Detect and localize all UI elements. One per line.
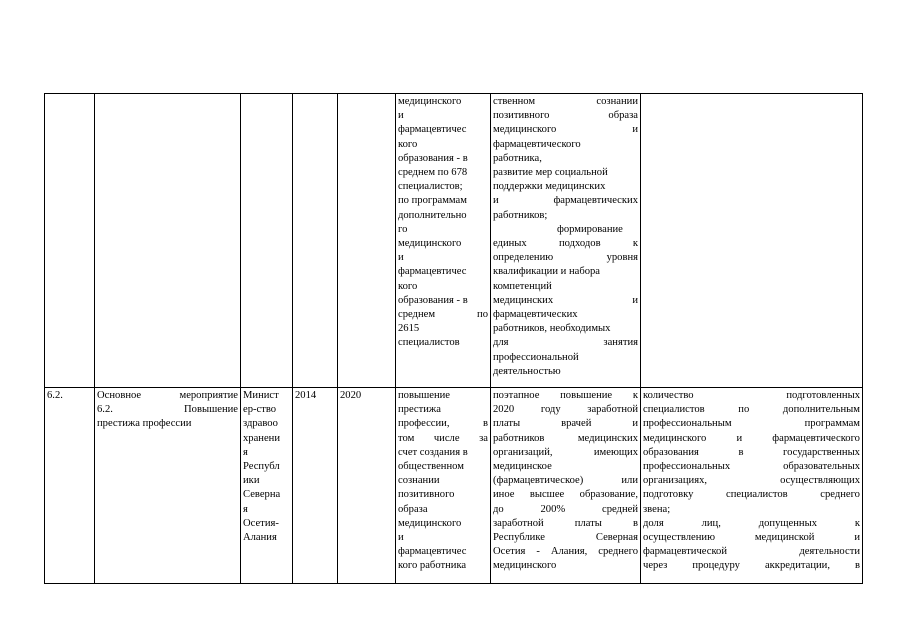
text-line: кого работника xyxy=(398,560,467,572)
cell-start-year: 2014 xyxy=(293,388,338,584)
text-line: профессии, в xyxy=(398,418,488,430)
text-line: хранени xyxy=(243,432,281,444)
text-line: медицинского xyxy=(398,517,462,529)
text-line: специалистов; xyxy=(398,181,463,193)
text-line: единых подходов к xyxy=(493,238,638,250)
text-line: профессиональных образовательных xyxy=(643,461,860,473)
text-line: звена; xyxy=(643,503,671,515)
text-line: Минист xyxy=(243,390,279,401)
cell-start-year xyxy=(293,94,338,388)
text-line: через процедуру аккредитации, в xyxy=(643,560,860,572)
text-line: (фармацевтическое) или xyxy=(493,475,638,487)
text-line: престижа профессии xyxy=(97,418,192,430)
text-line: кого xyxy=(398,280,418,292)
text-line: по программам xyxy=(398,195,467,207)
text-line: ер-ство xyxy=(243,404,277,416)
text-line: Осетия - Алания, среднего xyxy=(493,546,638,558)
text-line: осуществлению медицинской и xyxy=(643,532,860,544)
text-line: медицинское xyxy=(493,461,552,473)
text-line: медицинского xyxy=(398,96,462,107)
text-line: формирование xyxy=(557,223,623,235)
text-line: позитивного образа xyxy=(493,110,638,122)
text-line: работников медицинских xyxy=(493,432,638,444)
text-line: престижа xyxy=(398,404,441,416)
text-line: 2020 году заработной xyxy=(493,404,638,416)
text-line: фармацевтичес xyxy=(398,546,467,558)
text-line: я xyxy=(243,503,248,515)
text-line: среднем по 678 xyxy=(398,167,468,179)
text-line: профессиональным программам xyxy=(643,418,860,430)
text-line: дополнительно xyxy=(398,209,467,221)
text-line: специалистов по дополнительным xyxy=(643,404,860,416)
text-line: количество подготовленных xyxy=(643,390,860,401)
text-line: для занятия xyxy=(493,337,638,349)
cell-executor xyxy=(241,388,293,584)
text-line: среднем по xyxy=(398,309,488,321)
text-line: развитие мер социальной xyxy=(493,167,608,179)
text-line: го xyxy=(398,223,408,235)
text-line: подготовку специалистов среднего xyxy=(643,489,860,501)
cell-executor xyxy=(241,94,293,388)
cell-name xyxy=(95,388,241,584)
text-line: поддержки медицинских xyxy=(493,181,606,193)
text-line: 2615 xyxy=(398,323,420,335)
text-line: повышение xyxy=(398,390,450,401)
text-line: счет создания в xyxy=(398,446,468,458)
text-line: образования - в xyxy=(398,152,468,164)
text-line: кого xyxy=(398,138,418,150)
cell-result xyxy=(396,94,491,388)
text-line: медицинского xyxy=(398,238,462,250)
text-line: и xyxy=(398,110,404,122)
cell-number xyxy=(45,94,95,388)
text-line: том числе за xyxy=(398,432,488,444)
cell-name xyxy=(95,94,241,388)
text-line: до 200% средней xyxy=(493,503,638,515)
text-line: и xyxy=(398,532,404,544)
text-line: организаций, имеющих xyxy=(493,446,638,458)
text-line: специалистов xyxy=(398,337,460,349)
text-line: образа xyxy=(398,503,428,515)
program-table xyxy=(44,93,863,584)
text-line: определению уровня xyxy=(493,252,638,264)
text-line: Осетия- xyxy=(243,517,279,529)
text-line: Северна xyxy=(243,489,281,501)
table-row xyxy=(45,388,863,584)
text-line: профессиональной xyxy=(493,351,579,363)
text-line: образования - в xyxy=(398,294,468,306)
text-line: квалификации и набора xyxy=(493,266,601,278)
text-line: доля лиц, допущенных к xyxy=(643,517,860,529)
text-line: заработной платы в xyxy=(493,517,638,529)
text-line: медицинского и фармацевтического xyxy=(643,432,860,444)
cell-consequence xyxy=(491,388,641,584)
cell-result xyxy=(396,388,491,584)
cell-end-year xyxy=(338,94,396,388)
table-row xyxy=(45,94,863,388)
text-line: медицинских и xyxy=(493,294,638,306)
text-line: организациях, осуществляющих xyxy=(643,475,860,487)
text-line: позитивного xyxy=(398,489,455,501)
text-line: иное высшее образование, xyxy=(493,489,638,501)
text-line: сознании xyxy=(398,475,440,487)
cell-indicator xyxy=(641,388,863,584)
cell-indicator xyxy=(641,94,863,388)
text-line: ики xyxy=(243,475,260,487)
text-line: и фармацевтических xyxy=(493,195,638,207)
text-line: поэтапное повышение к xyxy=(493,390,638,401)
text-line: Республ xyxy=(243,461,280,473)
text-line: медицинского и xyxy=(493,124,638,136)
text-line: платы врачей и xyxy=(493,418,638,430)
text-line: работников; xyxy=(493,209,548,221)
text-line: фармацевтических xyxy=(493,309,578,321)
text-line: медицинского xyxy=(493,560,557,572)
text-line: образования в государственных xyxy=(643,446,860,458)
text-line: Алания xyxy=(243,532,277,544)
text-line: компетенций xyxy=(493,280,552,292)
text-line: 6.2. Повышение xyxy=(97,404,238,416)
text-line: и xyxy=(398,252,404,264)
text-line: Основное мероприятие xyxy=(97,390,238,401)
text-line: фармацевтичес xyxy=(398,266,467,278)
text-line: фармацевтической деятельности xyxy=(643,546,860,558)
text-line: общественном xyxy=(398,461,464,473)
text-line: работника, xyxy=(493,152,542,164)
text-line: я xyxy=(243,446,248,458)
text-line: ственном сознании xyxy=(493,96,638,107)
cell-end-year: 2020 xyxy=(338,388,396,584)
text-line: работников, необходимых xyxy=(493,323,611,335)
text-line: Республике Северная xyxy=(493,532,638,544)
text-line: деятельностью xyxy=(493,365,561,377)
text-line: фармацевтического xyxy=(493,138,581,150)
text-line: здравоо xyxy=(243,418,278,430)
cell-consequence xyxy=(491,94,641,388)
text-line: фармацевтичес xyxy=(398,124,467,136)
cell-number: 6.2. xyxy=(45,388,95,584)
